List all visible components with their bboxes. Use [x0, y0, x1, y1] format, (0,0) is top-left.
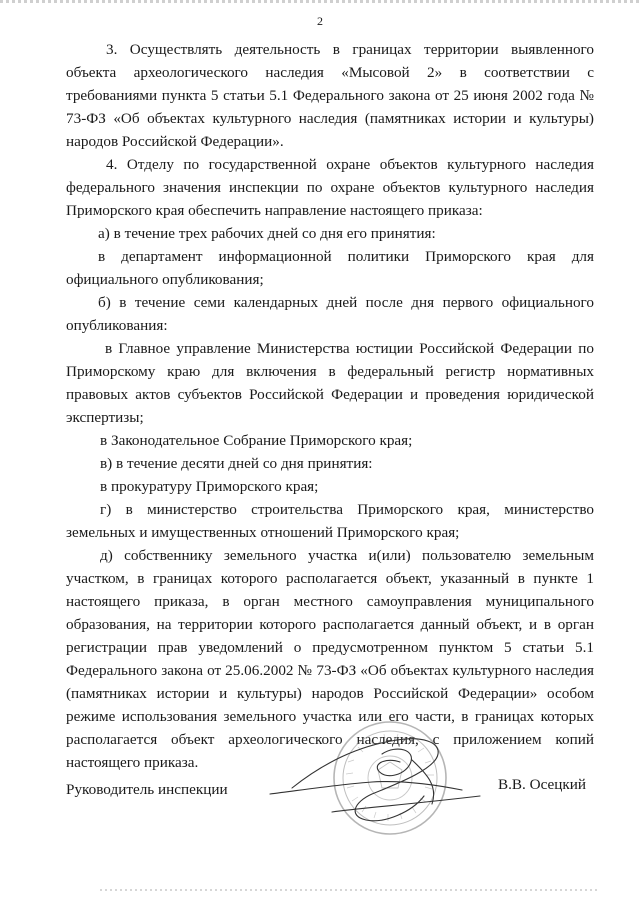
handwritten-signature — [262, 724, 492, 834]
paragraph-4v: в) в течение десяти дней со дня принятия: — [100, 455, 373, 472]
paragraph-4: 4. Отделу по государственной охране объектов культурного наследия федерального значения инспекции по охране объектов культурного наследия Приморского края обеспечить направление настоящего приказа: — [66, 156, 594, 219]
document-body — [66, 38, 594, 774]
paragraph-4b: б) в течение семи календарных дней после дня первого официального опубликования: — [66, 294, 594, 334]
paragraph-3: 3. Осуществлять деятельность в границах территории выявленного объекта археологического наследия «Мысовой 2» в соответствии с требованиями пункта 5 статьи 5.1 Федерального закона от 25 июня 2002 года № 73-ФЗ «Об объектах культурного наследия (памятниках истории и культуры) народов Российской Федерации». — [66, 41, 594, 150]
paragraph-4g: г) в министерство строительства Приморского края, министерство земельных и имущественных отношений Приморского края; — [66, 501, 594, 541]
signatory-title: Руководитель инспекции — [66, 781, 228, 798]
paragraph-4v-recipient: в прокуратуру Приморского края; — [100, 478, 319, 495]
paragraph-4a: а) в течение трех рабочих дней со дня его принятия: — [98, 225, 436, 242]
scan-edge-bottom — [100, 889, 600, 891]
paragraph-4a-recipient: в департамент информационной политики Приморского края для официального опубликования; — [66, 248, 594, 288]
signatory-name: В.В. Осецкий — [498, 776, 587, 793]
paragraph-4d: д) собственнику земельного участка и(или) пользователю земельным участком, в границах которого располагается объект, указанный в пункте 1 настоящего приказа, в орган местного самоуправления муниципального образования, на территории которого располагается данный объект, и в орган регистрации прав уведомлений о предусмотренном пунктом 5 статьи 5.1 Федерального закона от 25.06.2002 № 73-ФЗ «Об объектах культурного наследия (памятниках истории и культуры) народов Российской Федерации» особом режиме использования земельного участка или его части, в границах которых располагается объект археологического наследия, с приложением копий настоящего приказа. — [66, 547, 594, 771]
page-number: 2 — [317, 14, 323, 28]
paragraph-4b-recipient-1: в Главное управление Министерства юстиции Российской Федерации по Приморскому краю для включения в федеральный регистр нормативных правовых актов субъектов Российской Федерации и проведения юридической экспертизы; — [66, 340, 594, 426]
paragraph-4b-recipient-2: в Законодательное Собрание Приморского края; — [100, 432, 413, 449]
scan-edge-top — [0, 0, 640, 3]
